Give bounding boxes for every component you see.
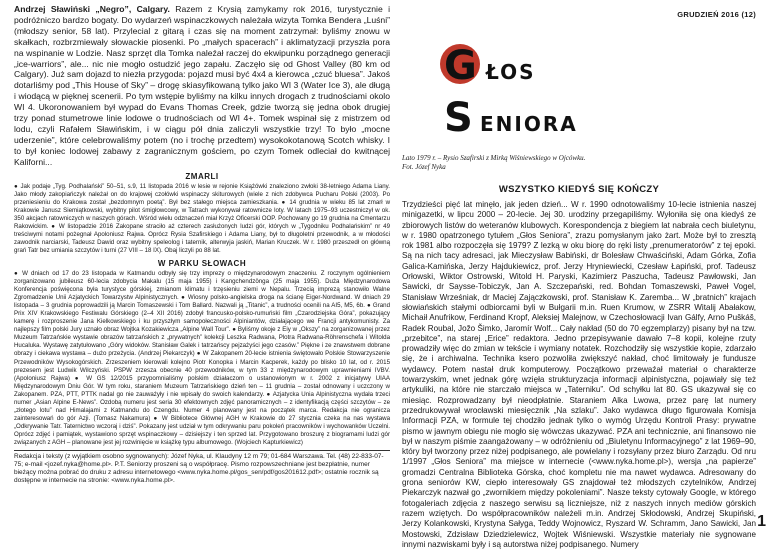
intro-text: Razem z Krysią zamykamy rok 2016, turystycznie i podróżniczo bardzo bogaty. Do wydarzeń wspinaczkowych należała wizyta Tomka Bendera „Luśni” (młodszy senior, 58 lat). Przylecial z gitarą i czas się na moment zatrzymał: byliśmy znowu w skałkach, rozbrzmiewały słowackie piosenki. Po „małych spacerach” i aklimatyzacji przyszła pora na wspinanie w Lodzie. Nasz sprzęt dla Tomka naleźał raczej do ekwipunku porządnego generacji „ice-warriors”, ale... nic nie mogło ostudzić jego zapału. Zaczęło się od Ghost Valley (80 km od Calgary). Już sam dojazd to niezła przygoda: pojazd musi być 4x4 a kierowca „czuć bluesa”. Jakoś dotarliśmy pod „This House of Sky” – drogę skiasyfikowaną tylko jako WI 3 (Water Ice 3), ale długą i wiodącą w pięknej scenerii. Po tym wstępie byliśmy na kilku innych drogach z trudnościami okolo WI 4. Ukoronowaniem był wypad do Evans Thomas Creek, gdzie tworzą się jedna obok drugiej trzy ponad stumetrowe linie lodowe o trudnościach od WI 4+. Tomek wspinał się z mistrzem od lodu, czyli Rafałem Sławińskim, i w ciągu pół dnia zaliczyli wszystkie trzy! To było „mocne uderzenie”, które celebrowaliśmy potem (no i trochę przedtem) wysokokotanową Scotch whisky. I to był koniec lodowej zabawy z zagranicznym gościem, po czym Tomek odleciał do kwitnącej Kaliforni... bbox=[14, 4, 390, 167]
page-number: 1 bbox=[757, 513, 766, 530]
parku-text: ● W dniach od 17 do 23 listopada w Katmandu odbyły się trzy imprezy o międzynarodowym znaczeniu. Z roczynym ogólnieniem zorganizowano jubileusz 60-lecia zdobycia Makalu (15 maja 1955) i Kangchendzönga (25 maja 1955). Duża Międzynarodowa Konferencja poświęcona była turystyce górskiej, zmianom klimatu i trzęsieniu ziemi w Nepalu. Trzecią imprezą stanowiło Walne Zgromadzenie Unii Azjatyckich Towarzystw Alpinistycznych. ● Wiosny polsko-angielska droga na ścianę Eiger-Nordwand. W dniach 29 listopada – 3 grudnia poprowadzili ją Marcin Tomaszewski i Tom Ballard. Nazwali ją „Titanic”, a trudności ocenili na AI5, M5, 6b. ● Grand Prix XIV Krakowskiego Festiwalu Górskiego (2–4 XII 2016) zdobył francusko-polsko-rumuński film „Czarodziejska Góra”, pokazujący kamerę i rozproszenie Jana Kielkowskiego i ku przyszłym samopołeczności Alpiniantów, działającego we Francji antykomunisty. Za najlepszy film polski Jury uznało obraz Wojtka Kozakiewicza „Alpine Wall Tour”. ● Byliśmy okoje z Eiy w „Okszy” na zorganizowanej przez Muzeum Tatrzańskie wystawie obrazów tatrzańskich z „prywatnych” kolekcji Leszka Radwana, Plotra Radwana-Röhrenschefa i Witolda Hucaluka. Wystawę zatytułowano „Góry widoków. Stanisław Galek i tatrzańscy pejzażyści jego czasów.” Piękne i ze znawstwem dobrane obrazy i ciekawa wystawa – dużo przeżycia. (Andrzej Piekarczyk) ● W Zakopanem 20-lecie istnienia świętowało Polskie Stowarzyszenie Przewodników Wysokogórskich. Zrzeszeniem kierowali kolejno Piotr Konopka i Marcin Kacperek, każdy po blisko 10 lat, od r. 2015 prezesem jest Ludwik Wilczyński. PSPW zrzesza obecnie 40 przewodników, w tym 33 z międzynarodowym uprawnieniami IVBV. (Apoloniusz Rajwa) ● W GS 12/2015 przypomnialiśmy polskim działaczom o ustanowionym w r. 2002 z inicjatywy UIAA Międzynarodowym Dniu Gór. W tym roku, staraniem Muzeum Tatrzańskiego dzień ten – 11 grudnia – został odnowany i uczczony w Zakopanem. PZA, PTT, PTTK nadal go nie zauważyły i nie wpisały do swoich kalendarzy. ● Azjatycka Unia Alpinistyczna wydała trzeci numer „Asian Alpine E-News”. Ozdobą numeru jest seria 30 efektownych zdjęć panoramicznych – z identyfikacją części szczytów – ze „złotego lotu” nad Himalajami z Katmandu do Czengdu. Numer 4 planowany jest na początek marca. Redakcja nie ogranicza zainteresowań do gór Azji. (Tomasz Nakamura) ● W Bibliotece Głównej AGH w Krakowie do 27 stycznia czeka na nas wystawa „Odkrywanie Tatr. Taternictwo wczoraj i dziś”. Pokazany jest udział w tym odkrywaniu paru pokoleń pracowników i wychowanków Uczelni. Oprócz zdjęć i pamiątek, wystawiono sprzęt wspinaczkowy – dzisiejszy i ten sprzed lat. Przygotowano broszurę z biogramami ludzi gór związanych z AGH – planowane jest jej rozwinięcie w książkę typu albumowego. (Wojciech Kapturkiewicz) bbox=[14, 270, 390, 446]
masthead-logo bbox=[438, 42, 638, 142]
article-body: Trzydzieści pięć lat minęło, jak jeden dzień... W r. 1990 odnotowaliśmy 10-lecie istnienia naszej minigazetki, w lipcu 2000 – 20-lecie. Jej 30. urodziny przegapiliśmy. Wyłoniła się ona kiedyś ze zbiorowych listów do weteranów klubowych. Korespondencja z biegiem lat nabrała cech biuletynu, w r. 1980 opatrzonego tytułem „Głos Seniora”, zrazu pomysłanym jako żart. Może był to zresztą rok 1981 albo rozpoczęła się 1979? Z lezką w oku biorę do ręki listy „prenumeratorów” z tej epoki. Są na nich tacy adresaci, jak Mieczysław Babiński, dr Bolesław Chwaściński, Adam Górka, Zofia Galica-Kamińska, Jerzy Hajdukiewicz, prof. Jerzy Hryniewiecki, Czesław Łapiński, prof. Tadeusz Orłowski, Wiktor Ostrowski, Witold H. Paryski, Kazimierz Paszucha, Tadeusz Pawłowski, Jan Sawicki, dr Saysse-Tobiczyk, Jan A. Szczepański, red. Bohdan Tomaszewski, Paweł Vogel, Stanisław Wrześniak, dr Maciej Zajączkowski, prof. Stanisław K. Zaremba... W „bratnich” krajach słowiańskich stałymi odbiorcami byli w Bułgarii m.in. Ruen Krumow, w ZSRR Witalij Abałakow, Michaił Anufrikow, Ferdinand Kropf, Aleksiej Malejnow, w Czechosłowacji Ivan Gálfy, Arno Puškáš, Radek Roubal, Jožo Šimko, Jaromír Wolf... Cały nakład (50 do 70 egzemplarzy) pisany był na tzw. „przebitce”, na starej „Erice” redaktora. Jedno przepisywanie dawało 7–8 kopii, kolejne rzuty prowadziły więc do zmian w tekście i wymiany notatek. Rozchodziły się wszystkie kopie, zdarzało się, że i archiwalna. Technika ksero pozwoliła zwiększyć nakład, choć limitowały je fundusze wydawcy. Potem nastał druk komputerowy. Początkowo przewaźał materiał o charakterze towarzyskim, wnet jednak górę wzięła strukturyzacja informacji alpinistyczna, pojawiały się też artykuliki, na które nie starczało miejsca w „Taterniku”. Od schyłku lat 80. GS ukazywał się co miesiąc. Rozprowadzany był nieodpłatnie. Staraniem Alka Lwowa, przez parę lat numery przedrukowywał wrocławski miesięcznik „Na szlaku”. Jako wydawca długo figurowała Komisja Informacji PZA, w formule tej chodziło jednak tylko o wymóg Urzędu Kontroli Prasy: prywatne pismo w jawnym obiegu nie mogło się wówczas ukazywać. PZA ani technicznie, ani finansowo nie był w naszym piśmie zaangażowany – w odróżnieniu od „Biuletynu Informacyjnego” z lat 1969–90, który był tworzony przez niżej podpisanego, ale powielany i rozsyłany przez biuro Zarządu. Od nru 1/1997 „Głos Seniora” ma miejsce w internecie (<www.nyka.home.pl>), wersja „na papierze” gromadzi Centralna Biblioteka Górska, choć kompletu nie ma nawet wydawca. Adresowany do grona seniorów KW, ciepło interesowały GS znajdował też młodszych czytelników, Andrzej Piekarczyk nazwał go „zwornikiem między pokoleniami”. Nasze teksty cytowały Google, w którego fotogaleriach zdjęcia z naszego serwisu są liczniejsze, niż z naszych innych mediów górskich razem wziętych. Do współpracowników należeli m.in. Andrzej Skłodowski, Andrzej Skupiński, Jerzy Kolankowski, Krystyna Sałyga, Teddy Wojnowicz, Ryszard W. Schramm, Jano Sawicki, Jan Mostowski, Zdzisław Dziedzielewicz, Wojtek Wiśniewski. Wszystkie materiały nie sygnowane innymi nazwiskami były i są autorstwa niżej podpisanego. Numery bbox=[402, 200, 756, 549]
issue-date: GRUDZIEŃ 2016 (12) bbox=[677, 10, 756, 19]
editorial-footer: Redakcja i teksty (z wyjątkiem osobno sygnowanych): Józef Nyka, ul. Klaudyny 12 m 79; 01-684 Warszawa. Tel. (48) 22-833-07-75; e-mail <jozef.nyka@home.pl>. P.T. Seniorzy proszeni są o współpracę. Pismo rozpowszechniane jest bezpłatnie, numer bieżący można pobrać do druku z adresu internetowego <www.nyka.home.pl/gos_sen/pdf/gos201612.pdf>; ostatnie rocznik są dostępne w internecie na stronie: <www.nyka.home.pl>. bbox=[14, 453, 384, 485]
masthead-word-los: ŁOS bbox=[486, 60, 536, 84]
parku-heading: W PARKU SŁOWACH bbox=[157, 259, 247, 269]
photo-credit: Fot. Józef Nyka bbox=[402, 163, 446, 171]
intro-paragraph bbox=[14, 4, 390, 168]
masthead-word-eniora: ENIORA bbox=[480, 112, 578, 136]
photo-caption-line: Lato 1979 r. – Rysio Szafirski z Mirką Wiśniewskiego w Ojcówku. bbox=[402, 154, 586, 162]
masthead-letter-g: G bbox=[444, 43, 477, 89]
footer-divider bbox=[14, 450, 390, 485]
masthead-letter-s: S bbox=[444, 95, 473, 141]
photo-caption bbox=[402, 154, 585, 172]
zmarli-text: ● Jak podaje „Tyg. Podhalański” 50–51, s.9, 11 listopada 2016 w lesie w rejonie Książówki znaleziono zwłoki 38-letniego Adama Liany. Jako młody zakopiańczyk należał on do krajowej czołówki wspinaczy skiturowych (wiele z nich zdobywca Pucharu Polski (2003). Po przeniesieniu do Krakowa został „bezdomnym poetą”. Był bez stałego miejsca zamieszkania. ● 14 grudnia w wieku 85 lat zmarł w Krakowie Janusz Siemiątkowski, wybitny pilot śmigłowcowy, w Tatrach wykonywał ratownicze loty. W latach 1975–93 uczestniczył w ok. 350 akcjach ratowniczych w naszych górach. Wśród wielu odznaczeń miał Krzyż Oficerski OOP. Pochowany go 19 grudnia na Cmentarzu Rakowickim. ● W listopadzie 2016 Zakopane straciło aż czterech zasłużonych ludzi gór, których w „Tygodniku Podhalańskim” nr 49 treściwymi notami pożegnał Apoloniusz Rajwa. Oprócz Rysia Szafirskiego i Adama Liany, był to długoletni przewodnik, a w młodości zawodnik narciarski, Tadeusz Dawid oraz wybitny speleolog i taternik, alterwyja jaskiń, Marian Kruczek. W r. 1980 przeszedł on główną grań Tatr bez umiania szczytów i turni (27 VIII – 18 IX). Obaj liczyli po 88 lat. bbox=[14, 182, 390, 254]
article-title: WSZYSTKO KIEDYŚ SIĘ KOŃCZY bbox=[498, 184, 660, 195]
intro-author: Andrzej Sławiński „Negro”, Calgary. bbox=[14, 4, 170, 14]
left-column bbox=[14, 4, 390, 485]
zmarli-heading: ZMARLI bbox=[185, 171, 219, 181]
